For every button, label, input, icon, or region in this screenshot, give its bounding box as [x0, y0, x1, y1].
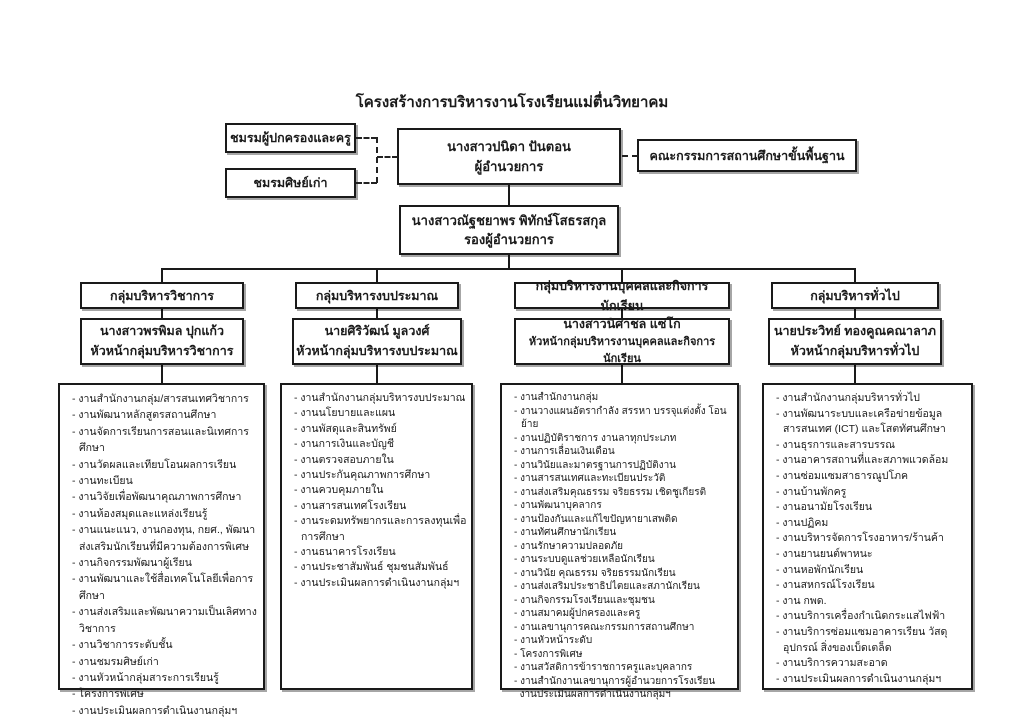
duty-item: - งานสำนักงานกลุ่ม/สารสนเทศวิชาการ: [72, 393, 249, 405]
dashed-connector-club2: [356, 182, 377, 184]
connector-head2-duties: [376, 364, 378, 384]
committee-label: คณะกรรมการสถานศึกษาขั้นพื้นฐาน: [649, 148, 845, 163]
duty-item: - งานอาคารสถานที่และสภาพแวดล้อม: [776, 454, 949, 467]
group1-title-box: [80, 282, 244, 309]
duty-item: - งานอนามัยโรงเรียน: [776, 501, 873, 514]
duty-item: - งานธุรการและสารบรรณ: [776, 438, 896, 451]
group1-duty-list: [66, 391, 259, 719]
duty-item: - งานประเมินผลการดำเนินงานกลุ่มฯ: [72, 704, 238, 717]
duty-item: - งานส่งเสริมประชาธิปไตยและสภานักเรียน: [514, 581, 700, 592]
connector-drop-group2: [376, 268, 378, 283]
duty-item: - งานห้องสมุดและแหล่งเรียนรู้: [72, 507, 208, 520]
duty-item: - งานธนาคารโรงเรียน: [294, 546, 396, 559]
duty-item: - งานสมาคมผู้ปกครองและครู: [514, 608, 641, 619]
duty-item: - งานหอพักนักเรียน: [776, 563, 864, 576]
duty-item: - งานชมรมศิษย์เก่า: [72, 655, 159, 668]
duty-item: - งานรักษาความปลอดภัย: [514, 540, 624, 552]
connector-head1-duties: [161, 364, 163, 384]
duty-item: - งานบริหารจัดการโรงอาหาร/ร้านค้า: [776, 532, 944, 545]
director-box: [397, 128, 621, 185]
dashed-connector-club1: [356, 137, 377, 139]
group4-title: กลุ่มบริหารทั่วไป: [810, 288, 900, 303]
duty-item: - งานสำนักงานกลุ่มบริหารทั่วไป: [776, 392, 920, 404]
duty-item: - งานการเงินและบัญชี: [294, 438, 394, 451]
duty-item: - งานวางแผนอัตรากำลัง สรรหา บรรจุแต่งตั้ง โอนย้าย: [514, 405, 727, 430]
group4-title-box: [771, 282, 939, 309]
group4-head-name: นายประวิทย์ ทองคูณคณาลาภ: [773, 324, 936, 339]
duty-item: - งานพัฒนาและใช้สื่อเทคโนโลยีเพื่อการศึกษา: [72, 573, 254, 602]
duty-item: - งานประเมินผลการดำเนินงานกลุ่มฯ: [776, 672, 942, 685]
duty-item: - งานกิจกรรมพัฒนาผู้เรียน: [72, 557, 192, 570]
duty-item: - งานส่งเสริมคุณธรรม จริยธรรม เชิดชูเกียรติ: [514, 486, 707, 498]
duty-item: - งานปฏิบัติราชการ งานลาทุกประเภท: [514, 432, 677, 444]
duty-item: - งานสหกรณ์โรงเรียน: [776, 579, 875, 592]
duty-item: - งานป้องกันและแก้ไขปัญหายาเสพติด: [514, 513, 678, 525]
group2-duty-list: [288, 391, 467, 591]
connector-head4-duties: [854, 364, 856, 384]
duty-item: - งานบริการความสะอาด: [776, 657, 888, 670]
club-box-parents-teachers: [225, 123, 356, 153]
duty-item: - งานทะเบียน: [72, 475, 133, 488]
chart-title: โครงสร้างการบริหารงานโรงเรียนแม่ตื่นวิทยาคม: [355, 94, 669, 111]
dashed-connector-clubs-director: [377, 156, 398, 158]
duty-item: - งานส่งเสริมและพัฒนาความเป็นเลิศทางวิชาการ: [72, 606, 257, 635]
duty-item: - งานระบบดูแลช่วยเหลือนักเรียน: [514, 554, 655, 565]
duty-item: งานประเมินผลการดำเนินงานกลุ่มฯ: [514, 689, 671, 700]
duty-item: - งานสำนักงานเลขานุการผู้อำนวยการโรงเรียน: [514, 675, 716, 687]
duty-item: - งานบริการเครื่องกำเนิดกระแสไฟฟ้า: [776, 610, 946, 623]
deputy-name: นางสาวณัฐชยาพร พิทักษ์โสธรสกุล: [411, 212, 607, 228]
group1-head-name: นางสาวพรพิมล ปุกแก้ว: [99, 324, 225, 339]
duty-item: - งานวินัยและมาตรฐานการปฏิบัติงาน: [514, 459, 677, 471]
duty-item: - งานทัศนศึกษานักเรียน: [514, 527, 617, 538]
group2-title: กลุ่มบริหารงบประมาณ: [315, 288, 439, 303]
duty-item: - โครงการพิเศษ: [72, 688, 144, 701]
duty-item: - งานหัวหน้ากลุ่มสาระการเรียนรู้: [72, 671, 219, 684]
duty-item: - งานควบคุมภายใน: [294, 484, 384, 497]
connector-drop-group1: [161, 268, 163, 283]
group1-head-box: [80, 318, 244, 365]
director-name: นางสาวปนิดา ปันตอน: [447, 139, 571, 154]
group4-head-box: [768, 318, 942, 365]
group4-head-title: หัวหน้ากลุ่มบริหารทั่วไป: [790, 343, 920, 358]
duty-item: - งานพัฒนาบุคลากร: [514, 500, 602, 511]
duty-item: - งานนโยบายและแผน: [294, 407, 396, 420]
duty-item: - โครงการพิเศษ: [514, 648, 583, 660]
duty-item: - งานประกันคุณภาพการศึกษา: [294, 469, 431, 482]
duty-item: - งานจัดการเรียนการสอนและนิเทศการศึกษา: [72, 425, 249, 455]
duty-item: - งานวิจัยเพื่อพัฒนาคุณภาพการศึกษา: [72, 491, 242, 504]
duty-item: - งาน กพด.: [776, 594, 827, 607]
duty-item: - งานปฏิคม: [776, 516, 829, 529]
group3-duties-box: [500, 383, 739, 700]
duty-item: - งานยานยนต์พาหนะ: [776, 547, 873, 560]
duty-item: - งานพัฒนาระบบและเครือข่ายข้อมูลสารสนเทศ (ICT) และโสตทัศนศึกษา: [776, 407, 946, 436]
group3-head-name: นางสาวนิศาชล แซ่โก: [563, 316, 681, 331]
group3-title-box: [514, 278, 730, 313]
group2-duties-box: [280, 383, 473, 690]
duty-item: - งานพัฒนาหลักสูตรสถานศึกษา: [72, 409, 217, 422]
group1-duties-box: [58, 383, 265, 717]
duty-item: - งานประเมินผลการดำเนินงานกลุ่มฯ: [294, 576, 460, 589]
club-label: ชมรมศิษย์เก่า: [253, 176, 328, 190]
deputy-box: [399, 205, 619, 255]
connector-drop-group4: [854, 268, 856, 283]
duty-item: - งานสารสนเทศโรงเรียน: [294, 499, 407, 512]
deputy-position: รองผู้อำนวยการ: [464, 232, 554, 247]
duty-item: - งานระดมทรัพยากรและการลงทุนเพื่อการศึกษา: [294, 515, 467, 543]
group3-duty-list: [508, 391, 733, 702]
duty-item: - งานสวัสดิการข้าราชการครูและบุคลากร: [514, 662, 693, 673]
duty-item: - งานวัดผลและเทียบโอนผลการเรียน: [72, 458, 237, 471]
connector-bus: [161, 268, 856, 270]
group1-title: กลุ่มบริหารวิชาการ: [110, 288, 214, 303]
duty-item: - งานสำนักงานกลุ่มบริหารงบประมาณ: [294, 392, 466, 404]
group3-head-box: [514, 318, 730, 365]
group2-head-title: หัวหน้ากลุ่มบริหารงบประมาณ: [296, 343, 458, 358]
group2-title-box: [295, 282, 459, 309]
committee-box: [637, 139, 857, 172]
group4-duty-list: [770, 391, 967, 687]
duty-item: - งานซ่อมแซมสาธารณูปโภค: [776, 469, 909, 482]
group2-head-name: นายศิริวัฒน์ มูลวงศ์: [324, 324, 430, 339]
director-position: ผู้อำนวยการ: [474, 158, 544, 174]
dashed-connector-clubs-vertical: [376, 137, 378, 183]
duty-item: - งานแนะแนว, งานกองทุน, กยศ., พัฒนาส่งเสริมนักเรียนที่มีความต้องการพิเศษ: [72, 524, 256, 553]
duty-item: - งานกิจกรรมโรงเรียนและชุมชน: [514, 594, 655, 606]
group3-head-title: หัวหน้ากลุ่มบริหารงานบุคคลและกิจการนักเรียน: [528, 336, 716, 366]
group1-head-title: หัวหน้ากลุ่มบริหารวิชาการ: [90, 343, 234, 358]
duty-item: - งานวิชาการระดับชั้น: [72, 639, 173, 652]
group2-head-box: [292, 318, 462, 365]
duty-item: - งานประชาสัมพันธ์ ชุมชนสัมพันธ์: [294, 561, 449, 574]
duty-item: - งานเลขานุการคณะกรรมการสถานศึกษา: [514, 621, 695, 633]
duty-item: - งานการเลื่อนเงินเดือน: [514, 446, 615, 457]
duty-item: - งานสำนักงานกลุ่ม: [514, 392, 599, 403]
duty-item: - งานสารสนเทศและทะเบียนประวัติ: [514, 473, 666, 484]
duty-item: - งานบ้านพักครู: [776, 485, 847, 498]
connector-director-deputy: [508, 184, 510, 205]
duty-item: - งานพัสดุและสินทรัพย์: [294, 422, 397, 435]
group4-duties-box: [762, 383, 973, 690]
dashed-connector-director-committee: [622, 155, 638, 157]
duty-item: - งานตรวจสอบภายใน: [294, 453, 394, 466]
duty-item: - งานวินัย คุณธรรม จริยธรรมนักเรียน: [514, 567, 676, 579]
club-label: ชมรมผู้ปกครองและครู: [230, 131, 351, 145]
duty-item: - งานบริการซ่อมแซมอาคารเรียน วัสดุอุปกรณ์ สิ่งของเบ็ดเตล็ด: [776, 625, 948, 654]
duty-item: - งานหัวหน้าระดับ: [514, 635, 593, 646]
group3-title: กลุ่มบริหารงานบุคคลและกิจการนักเรียน: [535, 278, 709, 313]
club-box-alumni: [225, 168, 356, 198]
